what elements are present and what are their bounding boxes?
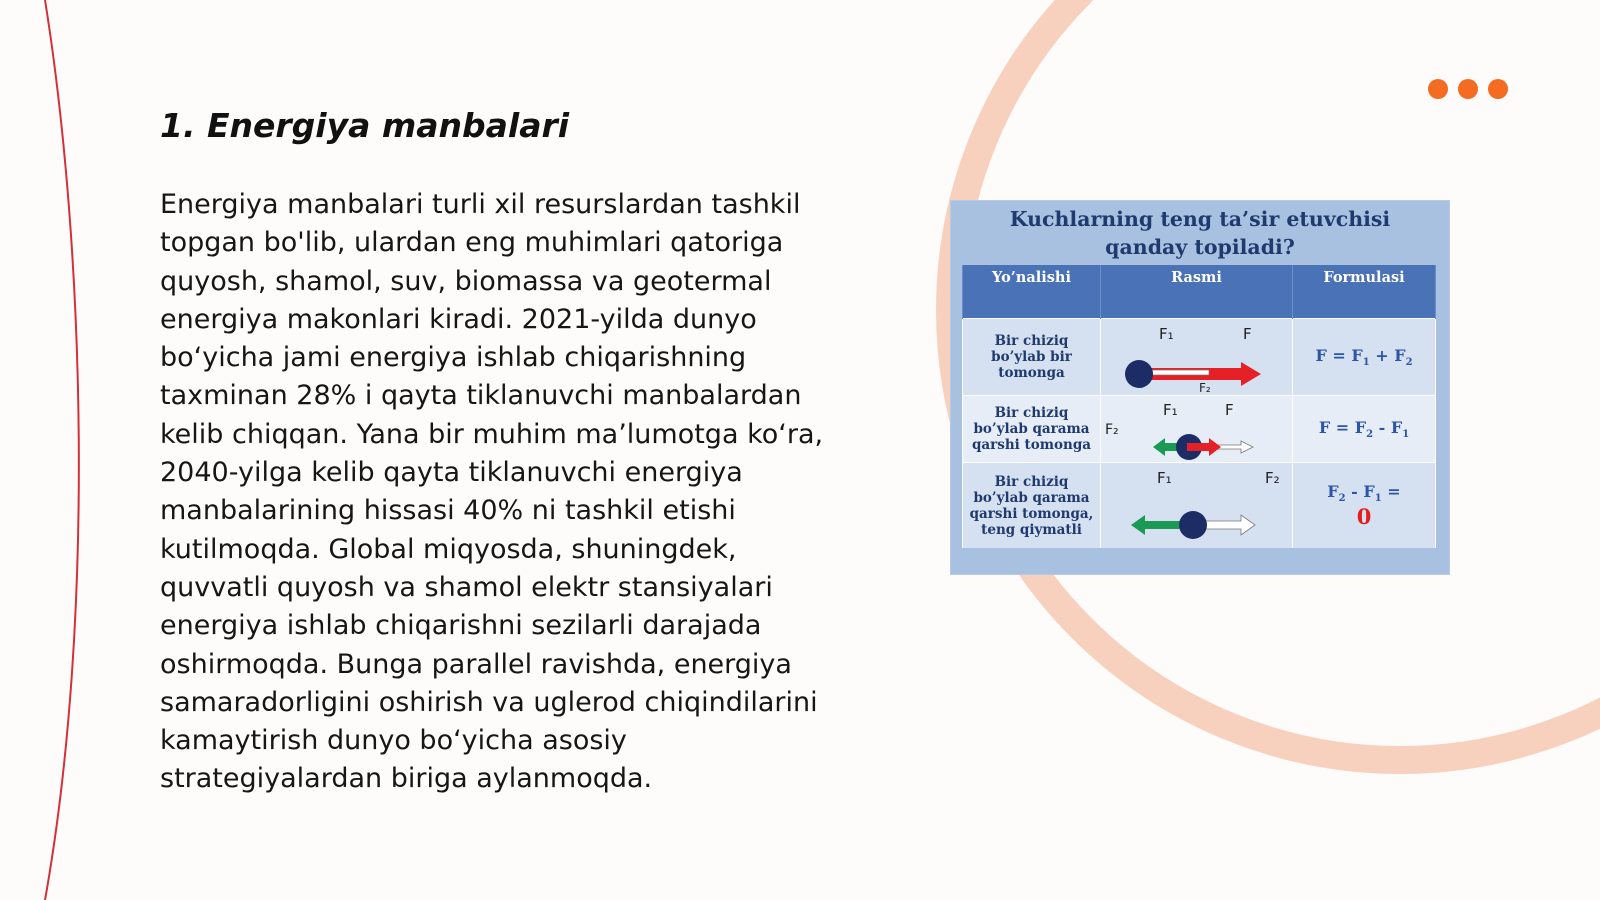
force-diagram-opposite-direction [1101, 396, 1292, 462]
header-picture: Rasmi [1101, 265, 1293, 319]
slide-paragraph: Energiya manbalari turli xil resurslardan tashkil topgan bo'lib, ulardan eng muhimlari qatoriga quyosh, shamol, suv, biomassa va geotermal energiya makonlari kiradi. 2021-yilda dunyo bo‘yicha jami energiya ishlab chiqarishning taxminan 28% i qayta tiklanuvchi manbalardan kelib chiqqan. Yana bir muhim ma’lumotga ko‘ra, 2040-yilga kelib qayta tiklanuvchi energiya manbalarining hissasi 40% ni tashkil etishi kutilmoqda. Global miqyosda, shuningdek, quvvatli quyosh va shamol elektr stansiyalari energiya ishlab chiqarishni sezilarli darajada oshirmoqda. Bunga parallel ravishda, energiya samaradorligini oshirish va uglerod chiqindilarini kamaytirish dunyo bo‘yicha asosiy strategiyalardan biriga aylanmoqda. [160, 189, 824, 795]
formula-subscript: 2 [1405, 357, 1413, 369]
table-row [963, 319, 1436, 396]
formula-part: = [1381, 481, 1401, 501]
formula-subscript: 1 [1374, 493, 1382, 505]
accent-dots [1428, 79, 1508, 99]
formula-subscript: 2 [1338, 493, 1346, 505]
table-row [963, 396, 1436, 463]
label-f: F [1225, 401, 1234, 419]
figure-title-line1: Kuchlarning teng ta’sir etuvchisi [1009, 207, 1391, 231]
direction-cell: Bir chiziq bo’ylab qarama qarshi tomonga, teng qiymatli [969, 473, 1094, 538]
body-dot [1125, 360, 1153, 388]
left-edge-curve [45, 0, 79, 900]
formula-part: F [1327, 481, 1339, 501]
direction-cell: Bir chiziq bo’ylab bir tomonga [991, 333, 1072, 381]
formula-cell [1293, 346, 1435, 368]
label-f1: F₁ [1163, 401, 1178, 419]
formula-part: F = F [1315, 345, 1363, 365]
label-f2: F₂ [1265, 469, 1280, 487]
force-diagram-same-direction [1101, 319, 1292, 395]
figure-title-line2: qanday topiladi? [1105, 235, 1295, 259]
formula-cell [1293, 482, 1435, 529]
slide-title: 1. Energiya manbalari [160, 106, 570, 145]
label-f2: F₂ [1199, 381, 1211, 395]
formula-part: - F [1373, 417, 1403, 437]
formula-subscript: 2 [1366, 429, 1374, 441]
label-f: F [1243, 325, 1252, 343]
forces-table-figure [950, 200, 1450, 575]
direction-cell: Bir chiziq bo’ylab qarama qarshi tomonga [971, 405, 1092, 453]
formula-part: F = F [1318, 417, 1367, 437]
body-dot [1179, 511, 1207, 539]
figure-title [951, 205, 1449, 261]
formula-subscript: 1 [1402, 429, 1410, 441]
table-header-row [963, 265, 1436, 319]
header-direction: Yo’nalishi [963, 265, 1101, 319]
formula-subscript: 1 [1362, 357, 1370, 369]
accent-dot [1428, 79, 1448, 99]
label-f1: F₁ [1157, 469, 1172, 487]
accent-dot [1458, 79, 1478, 99]
label-f1: F₁ [1159, 325, 1174, 343]
formula-result: 0 [1356, 504, 1372, 530]
table-row [963, 463, 1436, 549]
formula-cell [1293, 418, 1435, 440]
formula-part: + F [1369, 345, 1406, 365]
forces-table [962, 265, 1436, 548]
accent-dot [1488, 79, 1508, 99]
force-diagram-equal-opposite [1101, 463, 1292, 548]
formula-part: - F [1345, 481, 1375, 501]
label-f2: F₂ [1105, 422, 1119, 438]
header-formula: Formulasi [1293, 265, 1436, 319]
